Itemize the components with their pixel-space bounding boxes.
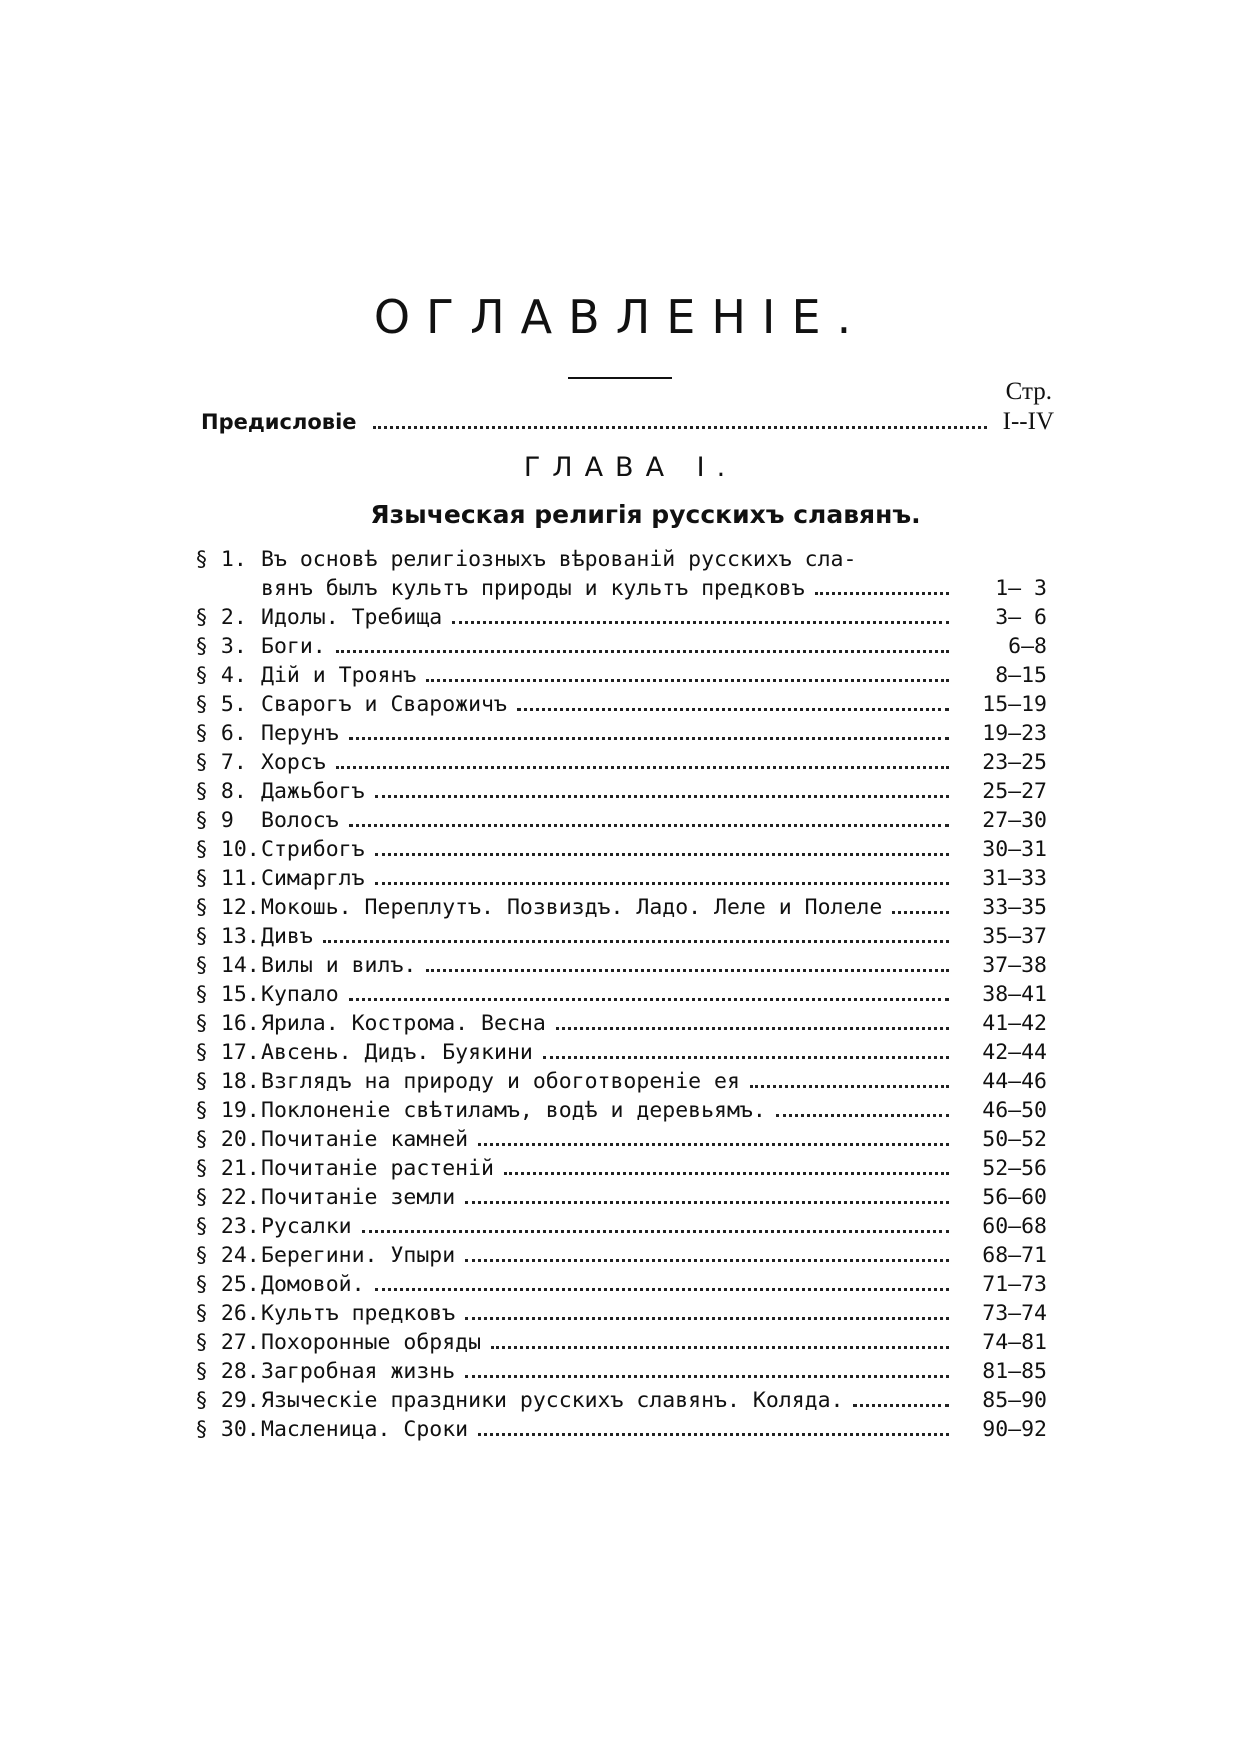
toc-entry-number: § 15. — [195, 982, 260, 1007]
toc-entry-number: § 4. — [195, 663, 247, 688]
dot-leader — [349, 737, 949, 740]
toc-entry-title-cont: вянъ былъ культъ природы и культъ предковъ — [261, 576, 805, 601]
toc-entry[interactable] — [195, 779, 1047, 808]
dot-leader — [491, 1346, 949, 1349]
toc-entry-title: Дажьбогъ — [261, 779, 365, 804]
toc-entry[interactable] — [195, 953, 1047, 982]
dot-leader — [349, 824, 949, 827]
toc-entry[interactable] — [195, 1272, 1047, 1301]
table-of-contents — [195, 547, 1047, 1446]
dot-leader — [452, 621, 949, 624]
toc-entry-pages: 27—30 — [982, 808, 1047, 833]
toc-entry-title: Языческіе праздники русскихъ славянъ. Коляда. — [261, 1388, 844, 1413]
toc-entry-number: § 1. — [195, 547, 247, 572]
toc-entry-pages: 71—73 — [982, 1272, 1047, 1297]
toc-entry[interactable] — [195, 1011, 1047, 1040]
toc-entry-title: Мокошь. Переплутъ. Позвиздъ. Ладо. Леле и Полеле — [261, 895, 883, 920]
dot-leader — [362, 1230, 949, 1233]
toc-entry-number: § 22. — [195, 1185, 260, 1210]
dot-leader — [543, 1056, 949, 1059]
toc-entry[interactable] — [195, 924, 1047, 953]
toc-entry-number: § 12. — [195, 895, 260, 920]
toc-entry-pages: 46—50 — [982, 1098, 1047, 1123]
toc-entry-pages: 60—68 — [982, 1214, 1047, 1239]
toc-entry-number: § 8. — [195, 779, 247, 804]
toc-entry-pages: 68—71 — [982, 1243, 1047, 1268]
toc-entry[interactable] — [195, 866, 1047, 895]
toc-entry[interactable] — [195, 721, 1047, 750]
toc-entry[interactable] — [195, 1330, 1047, 1359]
toc-entry-title: Стрибогъ — [261, 837, 365, 862]
toc-entry[interactable] — [195, 1214, 1047, 1243]
toc-entry-title: Дивъ — [261, 924, 313, 949]
dot-leader — [375, 853, 949, 856]
toc-entry-pages: 42—44 — [982, 1040, 1047, 1065]
dot-leader — [556, 1027, 949, 1030]
dot-leader — [776, 1114, 949, 1117]
toc-entry-pages: 15—19 — [982, 692, 1047, 717]
preface-entry[interactable] — [201, 408, 1054, 436]
toc-entry-title: Берегини. Упыри — [261, 1243, 456, 1268]
toc-entry-number: § 14. — [195, 953, 260, 978]
dot-leader — [478, 1433, 949, 1436]
toc-entry-number: § 9 — [195, 808, 234, 833]
toc-entry[interactable] — [195, 1301, 1047, 1330]
page-column-label: Стр. — [1005, 378, 1052, 405]
toc-entry-title: Загробная жизнь — [261, 1359, 456, 1384]
toc-entry-number: § 27. — [195, 1330, 260, 1355]
toc-entry[interactable] — [195, 692, 1047, 721]
toc-entry-title: Ярила. Кострома. Весна — [261, 1011, 546, 1036]
dot-leader — [336, 650, 949, 653]
toc-entry-title: Въ основѣ религіозныхъ вѣрованій русскихъ сла- — [261, 547, 857, 572]
toc-entry[interactable] — [195, 1040, 1047, 1069]
toc-entry-title: Авсень. Дидъ. Буякини — [261, 1040, 533, 1065]
toc-entry[interactable] — [195, 808, 1047, 837]
toc-entry-pages: 30—31 — [982, 837, 1047, 862]
toc-entry-pages: 44—46 — [982, 1069, 1047, 1094]
toc-entry[interactable] — [195, 634, 1047, 663]
toc-entry-pages: 85—90 — [982, 1388, 1047, 1413]
toc-entry-pages: 73—74 — [982, 1301, 1047, 1326]
toc-entry-pages: 56—60 — [982, 1185, 1047, 1210]
toc-entry[interactable] — [195, 1243, 1047, 1272]
toc-entry-title: Похоронные обряды — [261, 1330, 482, 1355]
toc-entry-pages: 1– 3 — [995, 576, 1047, 601]
toc-entry-title: Хорсъ — [261, 750, 326, 775]
preface-pages: I--IV — [1002, 408, 1054, 435]
toc-entry-title: Почитаніе растеній — [261, 1156, 494, 1181]
toc-entry-continuation[interactable] — [195, 576, 1047, 605]
chapter-subtitle: Языческая религія русскихъ славянъ. — [370, 500, 921, 529]
toc-entry-title: Идолы. Требища — [261, 605, 443, 630]
dot-leader — [465, 1259, 949, 1262]
toc-entry-pages: 19—23 — [982, 721, 1047, 746]
toc-entry-title: Масленица. Сроки — [261, 1417, 469, 1442]
toc-entry[interactable] — [195, 895, 1047, 924]
toc-entry-title: Почитаніе земли — [261, 1185, 456, 1210]
toc-entry-number: § 6. — [195, 721, 247, 746]
chapter-heading: ГЛАВА I. — [523, 452, 738, 483]
toc-entry-pages: 31—33 — [982, 866, 1047, 891]
preface-title: Предисловіе — [201, 410, 357, 434]
toc-entry[interactable] — [195, 663, 1047, 692]
toc-entry-number: § 29. — [195, 1388, 260, 1413]
toc-entry-title: Симарглъ — [261, 866, 365, 891]
toc-entry-title: Взглядъ на природу и обоготвореніе ея — [261, 1069, 740, 1094]
toc-entry-pages: 52—56 — [982, 1156, 1047, 1181]
toc-entry-number: § 3. — [195, 634, 247, 659]
toc-entry-number: § 10. — [195, 837, 260, 862]
dot-leader — [465, 1201, 949, 1204]
toc-entry-title: Поклоненіе свѣтиламъ, водѣ и деревьямъ. — [261, 1098, 766, 1123]
toc-entry[interactable] — [195, 1417, 1047, 1446]
toc-entry-pages: 90—92 — [982, 1417, 1047, 1442]
toc-entry[interactable] — [195, 837, 1047, 866]
toc-entry-title: Дій и Троянъ — [261, 663, 417, 688]
toc-entry-pages: 3– 6 — [995, 605, 1047, 630]
toc-entry[interactable] — [195, 1156, 1047, 1185]
toc-entry-title: Русалки — [261, 1214, 352, 1239]
toc-entry-pages: 37—38 — [982, 953, 1047, 978]
toc-entry-number: § 5. — [195, 692, 247, 717]
toc-entry[interactable] — [195, 750, 1047, 779]
toc-entry[interactable] — [195, 1069, 1047, 1098]
toc-entry-title: Домовой. — [261, 1272, 365, 1297]
dot-leader — [504, 1172, 949, 1175]
dot-leader — [426, 679, 949, 682]
toc-entry-number: § 30. — [195, 1417, 260, 1442]
dot-leader — [336, 766, 949, 769]
toc-entry[interactable] — [195, 1359, 1047, 1388]
dot-leader — [323, 940, 949, 943]
toc-entry[interactable] — [195, 1185, 1047, 1214]
toc-entry-pages: 35—37 — [982, 924, 1047, 949]
toc-entry-number: § 2. — [195, 605, 247, 630]
dot-leader — [465, 1317, 949, 1320]
dot-leader — [892, 911, 949, 914]
dot-leader — [478, 1143, 949, 1146]
dot-leader — [375, 882, 949, 885]
toc-entry-number: § 7. — [195, 750, 247, 775]
toc-entry[interactable] — [195, 982, 1047, 1011]
toc-entry-pages: 74—81 — [982, 1330, 1047, 1355]
toc-entry-number: § 17. — [195, 1040, 260, 1065]
dot-leader — [853, 1404, 949, 1407]
toc-entry[interactable] — [195, 605, 1047, 634]
dot-leader — [349, 998, 949, 1001]
toc-entry-pages: 50—52 — [982, 1127, 1047, 1152]
toc-entry-number: § 23. — [195, 1214, 260, 1239]
dot-leader — [373, 426, 987, 429]
toc-entry[interactable] — [195, 1127, 1047, 1156]
toc-entry-number: § 19. — [195, 1098, 260, 1123]
toc-entry-pages: 25—27 — [982, 779, 1047, 804]
dot-leader — [426, 969, 949, 972]
toc-entry-number: § 20. — [195, 1127, 260, 1152]
toc-entry[interactable] — [195, 1388, 1047, 1417]
toc-entry-number: § 21. — [195, 1156, 260, 1181]
toc-entry[interactable] — [195, 1098, 1047, 1127]
toc-entry-pages: 6—8 — [1008, 634, 1047, 659]
dot-leader — [375, 795, 949, 798]
toc-entry-pages: 33—35 — [982, 895, 1047, 920]
toc-entry-number: § 28. — [195, 1359, 260, 1384]
toc-entry-title: Культъ предковъ — [261, 1301, 456, 1326]
dot-leader — [517, 708, 949, 711]
toc-entry-title: Сварогъ и Сварожичъ — [261, 692, 507, 717]
toc-entry-pages: 41—42 — [982, 1011, 1047, 1036]
toc-entry-pages: 23—25 — [982, 750, 1047, 775]
toc-entry-number: § 16. — [195, 1011, 260, 1036]
dot-leader — [815, 592, 949, 595]
toc-entry-title: Почитаніе камней — [261, 1127, 469, 1152]
toc-entry-title: Боги. — [261, 634, 326, 659]
toc-entry-title: Волосъ — [261, 808, 339, 833]
toc-entry-pages: 81—85 — [982, 1359, 1047, 1384]
dot-leader — [375, 1288, 949, 1291]
toc-entry-title: Вилы и вилъ. — [261, 953, 417, 978]
toc-entry[interactable] — [195, 547, 1047, 576]
toc-entry-number: § 25. — [195, 1272, 260, 1297]
page-title: ОГЛАВЛЕНІЕ. — [373, 290, 868, 344]
dot-leader — [465, 1375, 949, 1378]
title-divider — [568, 377, 672, 379]
toc-entry-number: § 13. — [195, 924, 260, 949]
toc-entry-number: § 26. — [195, 1301, 260, 1326]
toc-entry-title: Купало — [261, 982, 339, 1007]
dot-leader — [750, 1085, 949, 1088]
toc-entry-number: § 11. — [195, 866, 260, 891]
toc-entry-number: § 24. — [195, 1243, 260, 1268]
toc-entry-pages: 8—15 — [995, 663, 1047, 688]
toc-entry-pages: 38—41 — [982, 982, 1047, 1007]
toc-entry-title: Перунъ — [261, 721, 339, 746]
toc-entry-number: § 18. — [195, 1069, 260, 1094]
